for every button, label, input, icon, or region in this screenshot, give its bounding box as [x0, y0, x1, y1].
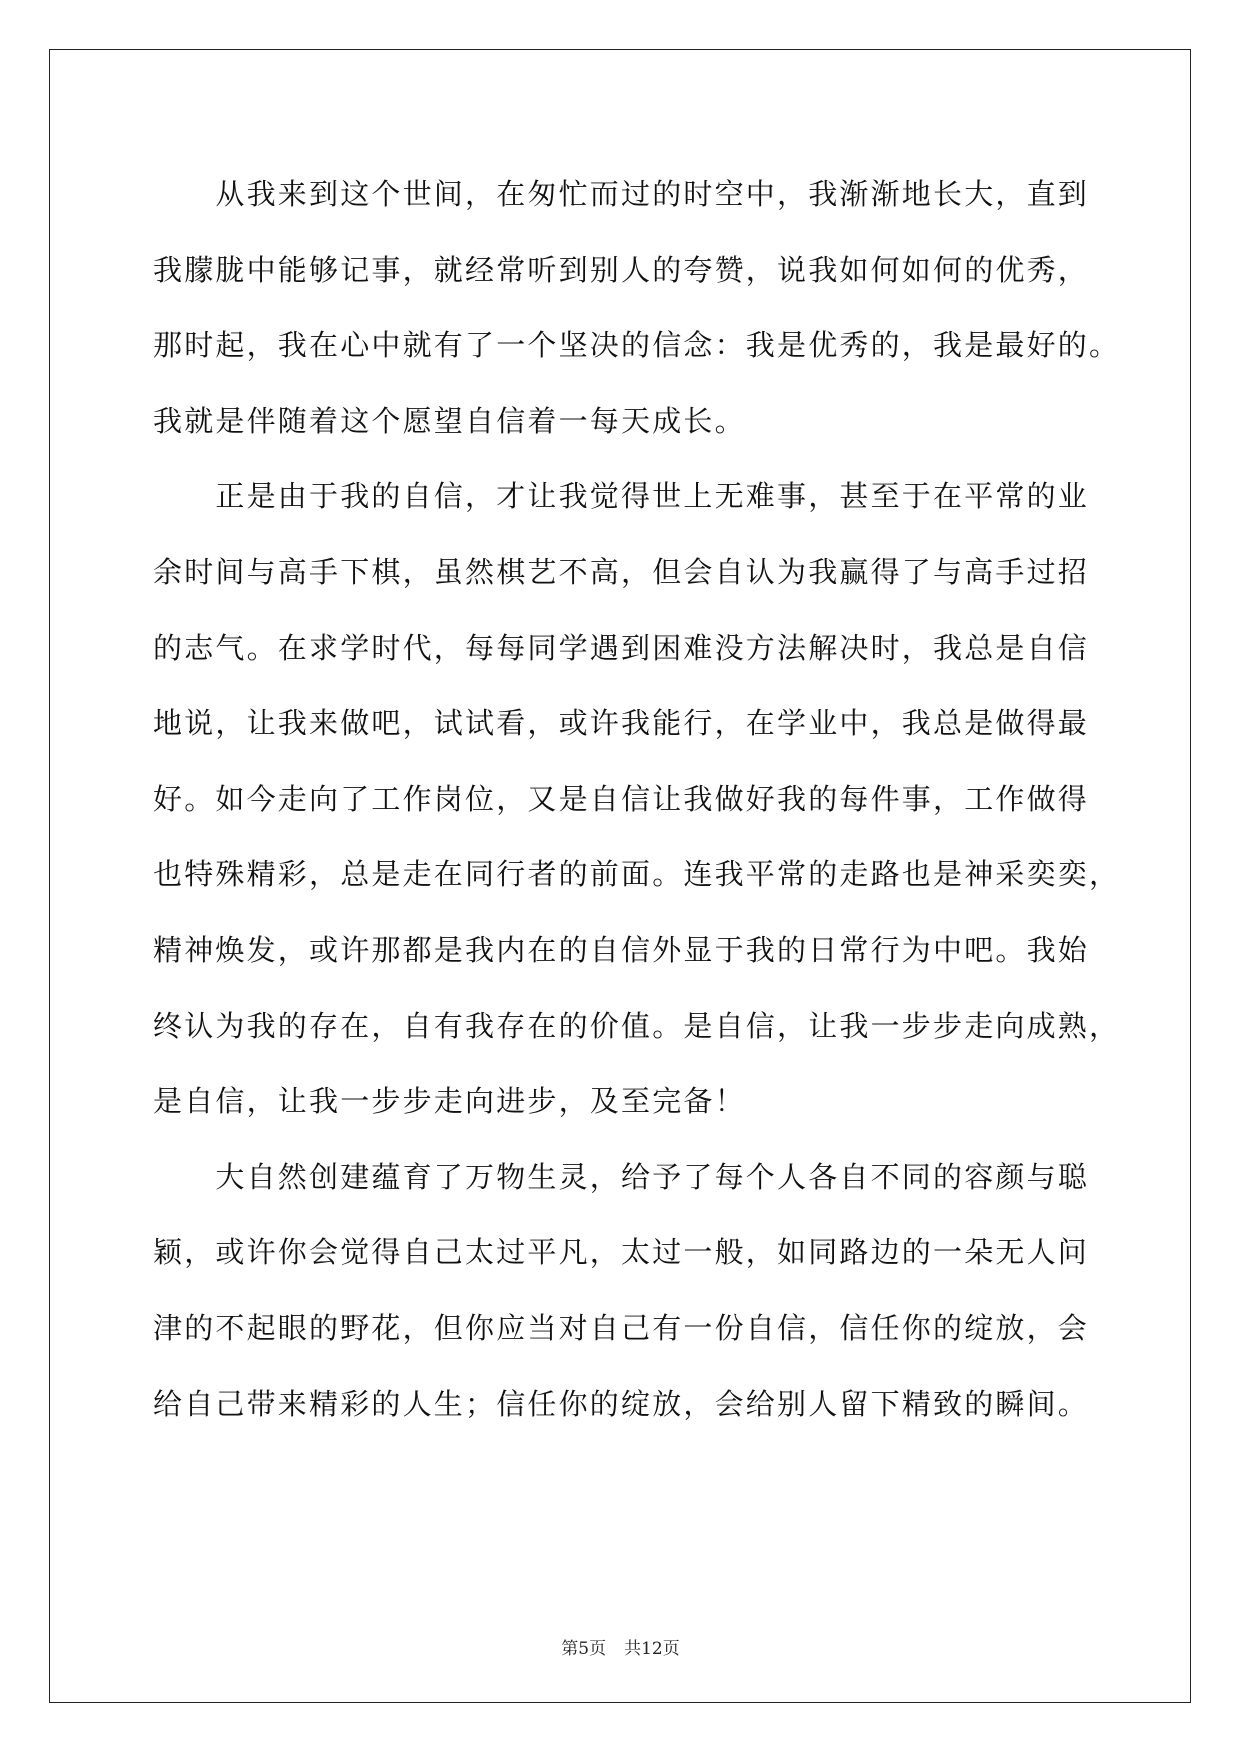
- text-line: 正是由于我的自信，才让我觉得世上无难事，甚至于在平常的业: [153, 479, 1090, 514]
- paragraph-1: [153, 157, 1121, 459]
- text-line: 是自信，让我一步步走向进步，及至完备！: [153, 1084, 746, 1119]
- document-body: [153, 157, 1121, 1442]
- paragraph-3: [153, 1140, 1097, 1442]
- text-line: 我朦胧中能够记事，就经常听到别人的夸赞，说我如何如何的优秀，: [153, 252, 1090, 287]
- text-line: 津的不起眼的野花，但你应当对自己有一份自信，信任你的绽放，会: [153, 1310, 1090, 1345]
- text-line: 的志气。在求学时代，每每同学遇到困难没方法解决时，我总是自信: [153, 630, 1090, 665]
- text-line: 终认为我的存在，自有我存在的价值。是自信，让我一步步走向成熟，: [153, 1008, 1121, 1043]
- text-line: 我就是伴随着这个愿望自信着一每天成长。: [153, 403, 746, 438]
- text-line: 那时起，我在心中就有了一个坚决的信念：我是优秀的，我是最好的。: [153, 328, 1121, 363]
- page-number: 第5页: [561, 1639, 607, 1659]
- text-line: 也特殊精彩，总是走在同行者的前面。连我平常的走路也是神采奕奕，: [153, 857, 1121, 892]
- text-line: 从我来到这个世间，在匆忙而过的时空中，我渐渐地长大，直到: [153, 177, 1090, 211]
- text-line: 好。如今走向了工作岗位，又是自信让我做好我的每件事，工作做得: [153, 781, 1090, 816]
- text-line: 余时间与高手下棋，虽然棋艺不高，但会自认为我赢得了与高手过招: [153, 554, 1090, 589]
- text-line: 颖，或许你会觉得自己太过平凡，太过一般，如同路边的一朵无人问: [153, 1235, 1090, 1270]
- text-line: 精神焕发，或许那都是我内在的自信外显于我的日常行为中吧。我始: [153, 932, 1090, 967]
- text-line: 地说，让我来做吧，试试看，或许我能行，在学业中，我总是做得最: [153, 706, 1090, 741]
- text-line: 大自然创建蕴育了万物生灵，给予了每个人各自不同的容颜与聪: [153, 1159, 1090, 1194]
- text-line: 给自己带来精彩的人生；信任你的绽放，会给别人留下精致的瞬间。: [153, 1386, 1090, 1421]
- page-footer: [0, 1634, 1241, 1659]
- page-total: 共12页: [624, 1639, 680, 1659]
- paragraph-2: [153, 459, 1121, 1139]
